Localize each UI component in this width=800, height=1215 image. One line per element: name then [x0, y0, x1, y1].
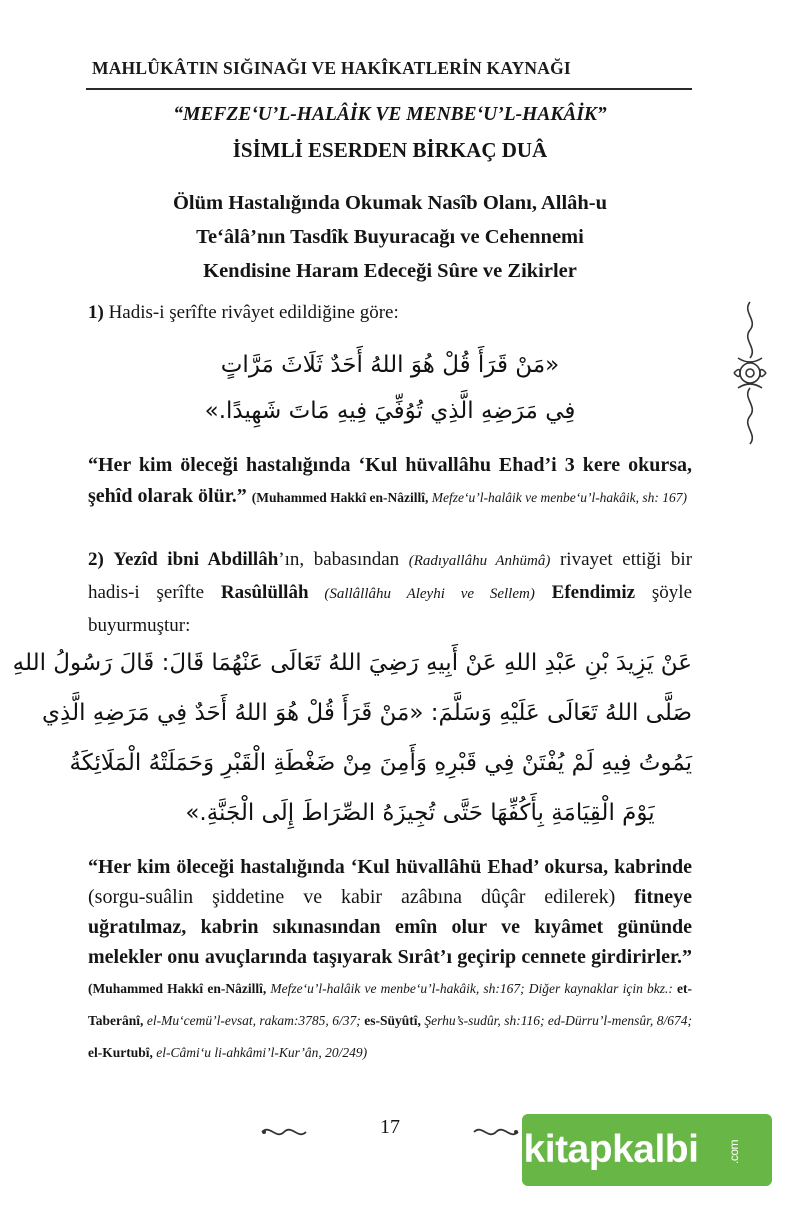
arabic-hadith-line: عَنْ يَزِيدَ بْنِ عَبْدِ اللهِ عَنْ أَبِيهِ رَضِيَ اللهُ تَعَالَى عَنْهُمَا قَالَ: قَالَ رَسُولُ اللهِ	[12, 650, 692, 676]
section-heading	[70, 186, 710, 288]
arabic-hadith-line: يَمُوتُ فِيهِ لَمْ يُفْتَنْ فِي قَبْرِهِ وَأَمِنَ مِنْ ضَغْطَةِ الْقَبْرِ وَحَمَلَتْهُ الْمَلَائِكَةُ	[69, 750, 692, 776]
watermark-logo	[522, 1114, 772, 1186]
source-citation	[88, 981, 692, 1060]
section-heading-line: Ölüm Hastalığında Okumak Nasîb Olanı, Allâh-u	[172, 192, 608, 214]
item2-translation	[88, 852, 692, 1068]
arabic-verse-line: فِي مَرَضِهِ الَّذِي تُوُفِّيَ فِيهِ مَاتَ شَهِيدًا.»	[204, 398, 576, 424]
narrator-suffix: ’ın, babasından	[278, 549, 409, 570]
narrator-blessing: (Radıyallâhu Anhümâ)	[408, 553, 551, 569]
item-intro-text: Hadis-i şerîfte rivâyet edildiğine göre:	[103, 302, 399, 323]
prophet-blessing: (Sallâllâhu Aleyhi ve Sellem)	[308, 586, 535, 602]
translation-quote: “Her kim öleceği hastalığında ‘Kul hüvallâhü Ehad’ okursa, kabrinde	[88, 856, 692, 878]
source-work: Mefze‘u’l-halâik ve menbe‘u’l-hakâik, sh: 167)	[431, 490, 688, 505]
source-author: et-Taberânî,	[88, 981, 693, 1028]
source-author: (Muhammed Hakkî en-Nâzillî,	[251, 490, 429, 505]
translation-quote: “Her kim öleceği hastalığında ‘Kul hüvallâhu Ehad’i 3 kere okursa, şehîd olarak ölür.”	[88, 454, 692, 507]
intro-mid: rivayet ettiği bir hadis-i şerîfte	[88, 549, 693, 603]
translation-quote-end: fitneye uğratılmaz, kabrin sıkınasından emîn olur ve kıyâmet gününde melekler onu avuçlarında taşıyarak Sırât’ı geçirip cennete girdirirler.”	[88, 886, 692, 968]
section-heading-line: Kendisine Haram Edeceği Sûre ve Zikirler	[203, 260, 577, 282]
page-number: 17	[380, 1116, 400, 1138]
item1-intro	[88, 298, 692, 328]
watermark-suffix: .com	[727, 1139, 742, 1164]
source-work: Mefze‘u’l-halâik ve menbe‘u’l-hakâik, sh:167; Diğer kaynaklar için bkz.:	[266, 981, 673, 996]
watermark-text: kitapkalbi	[523, 1128, 699, 1171]
source-work: Şerhu’s-sudûr, sh:116; ed-Dürru’l-mensûr, 8/674;	[420, 1013, 692, 1028]
page-footer	[240, 1112, 540, 1152]
arabic-hadith-line: يَوْمَ الْقِيَامَةِ بِأَكُفِّهَا حَتَّى تُجِيزَهُ الصِّرَاطَ إِلَى الْجَنَّةِ.»	[185, 800, 655, 826]
section-heading-line: Te‘âlâ’nın Tasdîk Buyuracağı ve Cehennemi	[196, 226, 584, 248]
narrator-name: Yezîd ibni Abdillâh	[113, 549, 279, 570]
item-number: 1)	[88, 302, 104, 323]
source-work: el-Mu‘cemü’l-evsat, rakam:3785, 6/37;	[143, 1013, 361, 1028]
item-number: 2)	[88, 549, 104, 570]
item2-intro	[88, 544, 692, 641]
source-author: el-Kurtubî,	[88, 1045, 153, 1060]
translation-parenthetical: (sorgu-suâlin şiddetine ve kabir azâbına dûçâr edilerek)	[88, 886, 616, 908]
prophet-name: Rasûlüllâh	[220, 582, 309, 603]
arabic-hadith-line: صَلَّى اللهُ تَعَالَى عَلَيْهِ وَسَلَّمَ: «مَنْ قَرَأَ قُلْ هُوَ اللهُ أَحَدٌ فِي مَرَضِهِ الَّذِي	[42, 700, 692, 726]
source-author: (Muhammed Hakkî en-Nâzillî,	[88, 981, 267, 996]
header-rule	[86, 88, 692, 90]
footer-ornament-icon	[472, 1124, 520, 1140]
arabic-verse-line: «مَنْ قَرَأَ قُلْ هُوَ اللهُ أَحَدٌ ثَلَاثَ مَرَّاتٍ	[220, 352, 560, 378]
book-title: “MEFZE‘U’L-HALÂİK VE MENBE‘U’L-HAKÂİK”	[173, 104, 607, 125]
side-ornament-icon	[728, 298, 772, 448]
chapter-title: İSİMLİ ESERDEN BİRKAÇ DUÂ	[232, 138, 548, 162]
source-citation	[252, 490, 687, 505]
efendimiz: Efendimiz	[534, 582, 636, 603]
intro-end: şöyle buyurmuştur:	[88, 582, 692, 636]
running-title: MAHLÛKÂTIN SIĞINAĞI VE HAKÎKATLERİN KAYNAĞI	[92, 58, 571, 78]
source-author: es-Süyûtî,	[360, 1013, 421, 1028]
source-work: el-Câmi‘u li-ahkâmi’l-Kur’ân, 20/249)	[152, 1045, 368, 1060]
item1-translation	[88, 450, 692, 513]
